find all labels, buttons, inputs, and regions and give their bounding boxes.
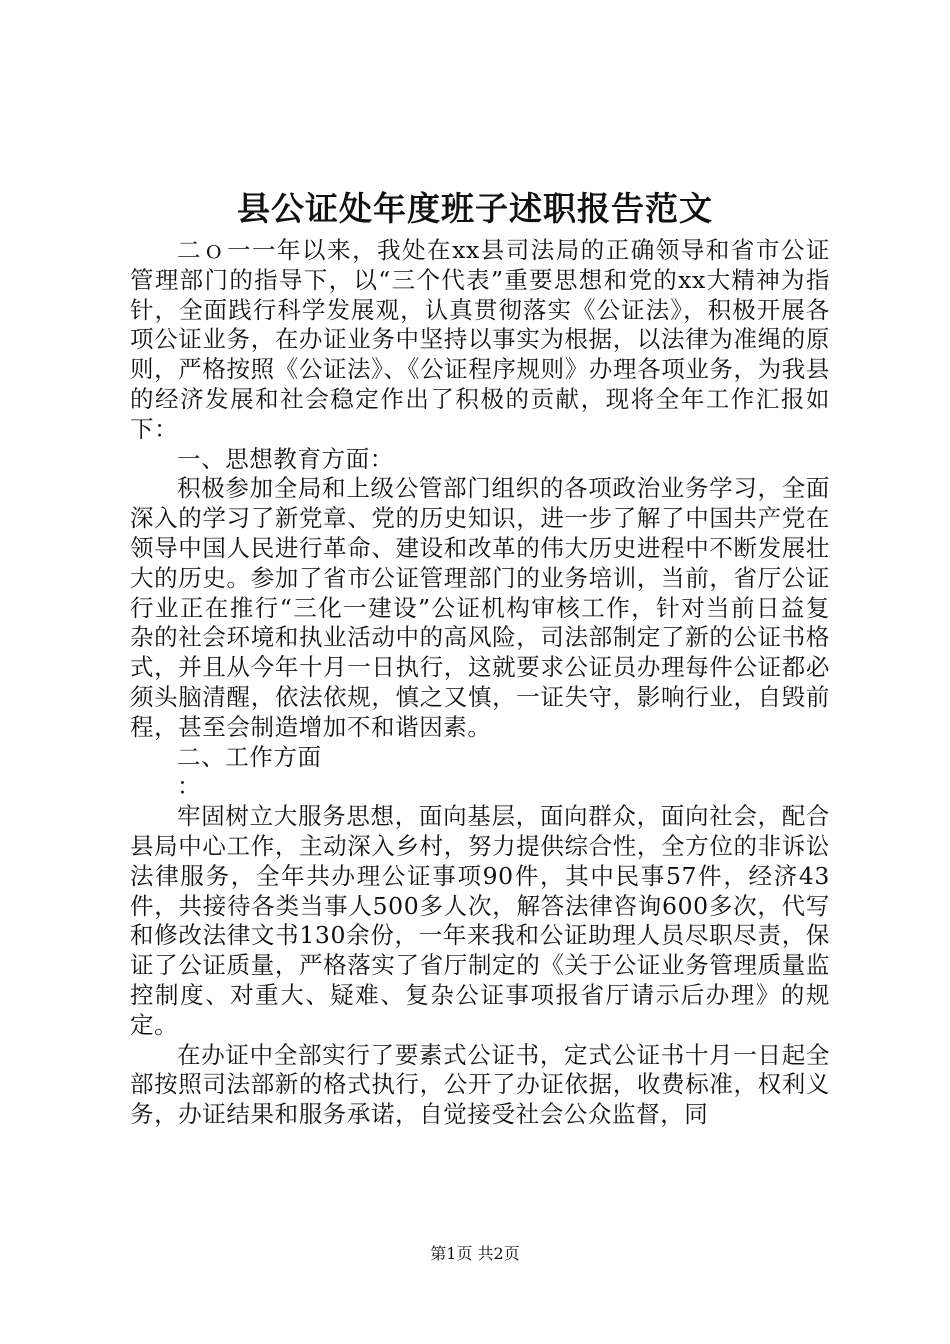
paragraph-intro: 二ｏ一一年以来，我处在xx县司法局的正确领导和省市公证管理部门的指导下，以“三个代表”重要思想和党的xx大精神为指针，全面践行科学发展观，认真贯彻落实《公证法》，积极开展各项公证业务，在办证业务中坚持以事实为根据，以法律为准绳的原则，严格按照《公证法》、《公证程序规则》办理各项业务，为我县的经济发展和社会稳定作出了积极的贡献，现将全年工作汇报如下：: [130, 236, 830, 443]
document-title: 县公证处年度班子述职报告范文: [237, 189, 713, 228]
paragraph-notarization: 在办证中全部实行了要素式公证书，定式公证书十月一日起全部按照司法部新的格式执行，公开了办证依据，收费标准，权利义务，办证结果和服务承诺，自觉接受社会公众监督，同: [130, 1040, 830, 1129]
page-number-footer: 第1页 共2页: [430, 1244, 520, 1263]
heading-work-colon: ：: [177, 772, 202, 801]
document-body: [130, 236, 830, 1130]
heading-ideology-education: 一、思想教育方面：: [177, 444, 394, 473]
heading-work: 二、工作方面: [177, 742, 322, 771]
paragraph-service: 牢固树立大服务思想，面向基层，面向群众，面向社会，配合县局中心工作，主动深入乡村，努力提供综合性，全方位的非诉讼法律服务，全年共办理公证事项90件，其中民事57件，经济43件，共接待各类当事人500多人次，解答法律咨询600多次，代写和修改法律文书130余份，一年来我和公证助理人员尽职尽责，保证了公证质量，严格落实了省厅制定的《关于公证业务管理质量监控制度、对重大、疑难、复杂公证事项报省厅请示后办理》的规定。: [130, 802, 830, 1039]
paragraph-ideology-education: 积极参加全局和上级公管部门组织的各项政治业务学习，全面深入的学习了新党章、党的历史知识，进一步了解了中国共产党在领导中国人民进行革命、建设和改革的伟大历史进程中不断发展壮大的历史。参加了省市公证管理部门的业务培训，当前，省厅公证行业正在推行“三化一建设”公证机构审核工作，针对当前日益复杂的社会环境和执业活动中的高风险，司法部制定了新的公证书格式，并且从今年十月一日执行，这就要求公证员办理每件公证都必须头脑清醒，依法依规，慎之又慎，一证失守，影响行业，自毁前程，甚至会制造增加不和谐因素。: [130, 474, 830, 741]
